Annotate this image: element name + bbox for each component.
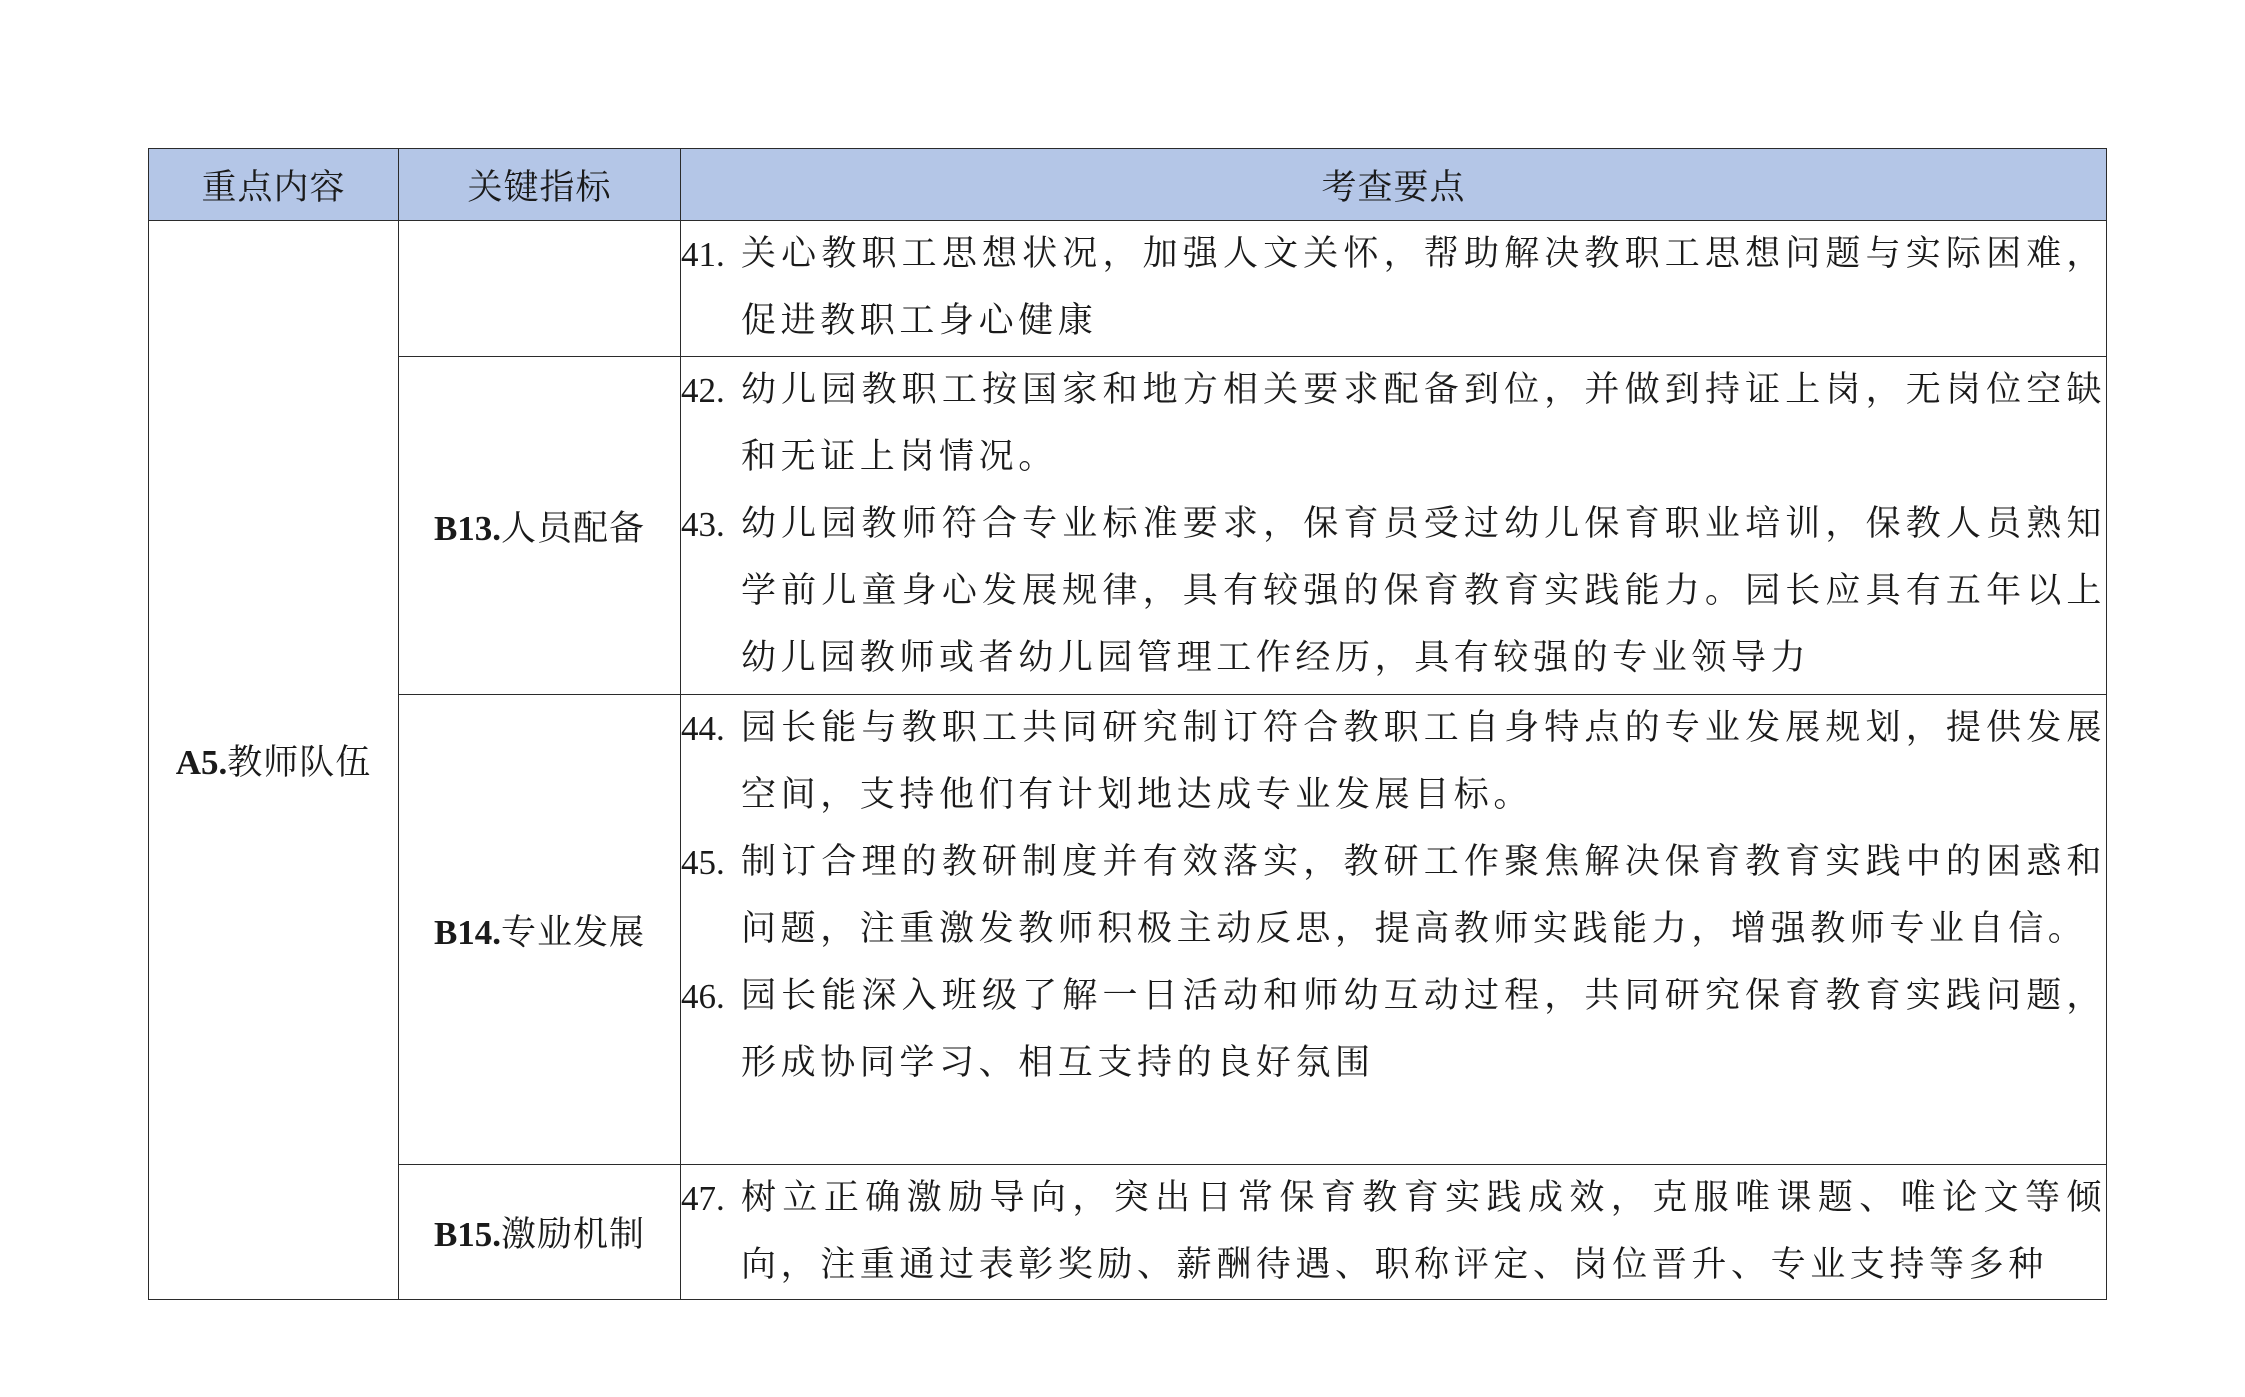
points-cell <box>681 1165 2107 1300</box>
focus-cell <box>149 221 399 1300</box>
points-cell <box>681 357 2107 695</box>
item-text: 关心教职工思想状况，加强人文关怀，帮助解决教职工思想问题与实际困难，促进教职工身心健康 <box>741 234 2106 341</box>
item-number: 47. <box>681 1179 725 1218</box>
indicator-code: B15. <box>433 1215 502 1254</box>
item-text: 园长能深入班级了解一日活动和师幼互动过程，共同研究保育教育实践问题，形成协同学习、相互支持的良好氛围 <box>741 976 2106 1083</box>
indicator-code: B14. <box>433 912 502 952</box>
table-row <box>149 221 2107 357</box>
points-cell <box>681 221 2107 357</box>
header-check-points: 考查要点 <box>681 149 2107 221</box>
indicator-cell-b14 <box>399 695 681 1165</box>
item-number: 46. <box>681 977 725 1016</box>
indicator-label: 人员配备 <box>501 508 646 549</box>
table-row <box>149 695 2107 1165</box>
indicator-cell-b13 <box>399 357 681 695</box>
list-item <box>681 695 2106 829</box>
item-text: 园长能与教职工共同研究制订符合教职工自身特点的专业发展规划，提供发展空间，支持他们有计划地达成专业发展目标。 <box>741 708 2106 815</box>
item-number: 43. <box>681 505 725 544</box>
points-cell <box>681 695 2107 1165</box>
indicator-label: 专业发展 <box>501 912 646 953</box>
item-text: 幼儿园教师符合专业标准要求，保育员受过幼儿保育职业培训，保教人员熟知学前儿童身心发展规律，具有较强的保育教育实践能力。园长应具有五年以上幼儿园教师或者幼儿园管理工作经历，具有较强的专业领导力 <box>741 504 2106 678</box>
indicator-cell-empty <box>399 221 681 357</box>
item-text: 幼儿园教职工按国家和地方相关要求配备到位，并做到持证上岗，无岗位空缺和无证上岗情况。 <box>741 370 2106 477</box>
evaluation-table <box>148 148 2107 1300</box>
item-number: 42. <box>681 371 725 410</box>
list-item <box>681 357 2106 491</box>
focus-code: A5. <box>175 743 228 782</box>
item-number: 41. <box>681 235 725 274</box>
list-item <box>681 963 2106 1097</box>
table-row <box>149 357 2107 695</box>
item-number: 44. <box>681 709 725 748</box>
table-header-row <box>149 149 2107 221</box>
indicator-code: B13. <box>433 508 502 548</box>
list-item <box>681 491 2106 692</box>
table-row <box>149 1165 2107 1300</box>
header-key-indicator: 关键指标 <box>399 149 681 221</box>
list-item <box>681 221 2106 355</box>
list-item <box>681 829 2106 963</box>
item-text: 制订合理的教研制度并有效落实，教研工作聚焦解决保育教育实践中的困惑和问题，注重激发教师积极主动反思，提高教师实践能力，增强教师专业自信。 <box>741 842 2106 949</box>
header-focus-content: 重点内容 <box>149 149 399 221</box>
focus-label: 教师队伍 <box>227 743 372 783</box>
indicator-cell-b15 <box>399 1165 681 1300</box>
list-item <box>681 1165 2106 1291</box>
item-text: 树立正确激励导向，突出日常保育教育实践成效，克服唯课题、唯论文等倾向，注重通过表彰奖励、薪酬待遇、职称评定、岗位晋升、专业支持等多种 <box>741 1178 2106 1285</box>
indicator-label: 激励机制 <box>501 1215 646 1255</box>
points-clip <box>681 1165 2106 1291</box>
item-number: 45. <box>681 843 725 882</box>
